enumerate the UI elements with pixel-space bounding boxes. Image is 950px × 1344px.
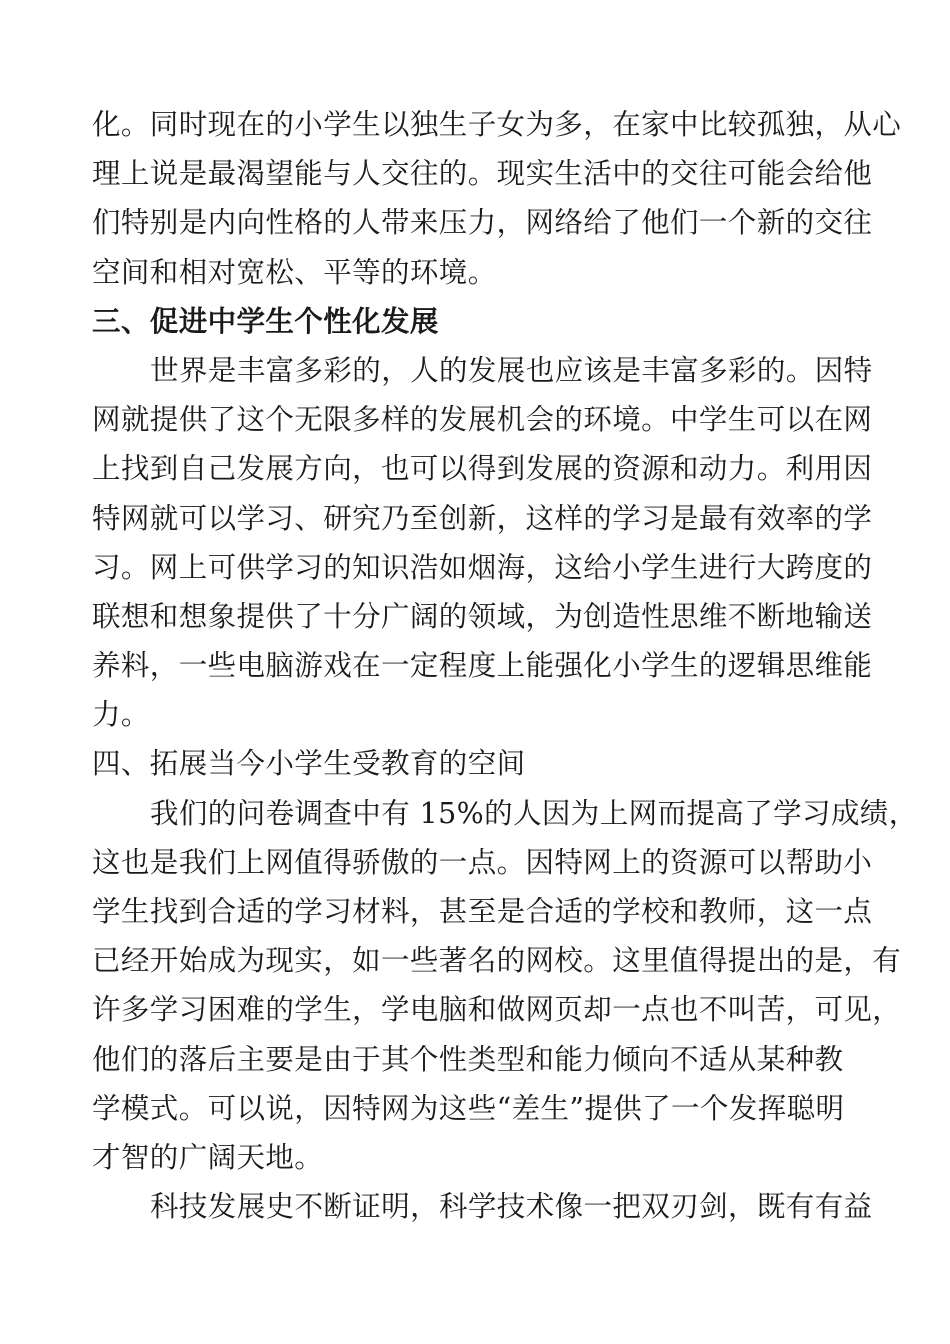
text-line: 理上说是最渴望能与人交往的。现实生活中的交往可能会给他 <box>92 157 873 191</box>
text-line: 才智的广阔天地。 <box>92 1140 324 1174</box>
document-page <box>92 100 918 1231</box>
text-line: 特网就可以学习、研究乃至创新，这样的学习是最有效率的学 <box>92 501 873 535</box>
text-line: 学生找到合适的学习材料，甚至是合适的学校和教师，这一点 <box>92 895 873 928</box>
text-line: 科技发展史不断证明，科学技术像一把双刃剑，既有有益 <box>150 1190 873 1224</box>
text-line: 上找到自己发展方向，也可以得到发展的资源和动力。利用因 <box>92 452 873 486</box>
text-line: 习。网上可供学习的知识浩如烟海，这给小学生进行大跨度的 <box>92 550 873 584</box>
text-line: 们特别是内向性格的人带来压力，网络给了他们一个新的交往 <box>92 206 873 240</box>
text-line: 空间和相对宽松、平等的环境。 <box>92 255 497 289</box>
text-line: 这也是我们上网值得骄傲的一点。因特网上的资源可以帮助小 <box>92 845 873 879</box>
text-line: 学模式。可以说，因特网为这些“差生”提供了一个发挥聪明 <box>92 1091 845 1125</box>
text-line: 许多学习困难的学生，学电脑和做网页却一点也不叫苦，可见， <box>92 993 902 1027</box>
text-line: 联想和想象提供了十分广阔的领域，为创造性思维不断地输送 <box>92 599 873 633</box>
text-line: 我们的问卷调查中有 15%的人因为上网而提高了学习成绩， <box>150 796 918 830</box>
text-line: 他们的落后主要是由于其个性类型和能力倾向不适从某种教 <box>92 1042 844 1076</box>
text-line: 已经开始成为现实，如一些著名的网校。这里值得提出的是，有 <box>92 944 902 978</box>
text-line: 世界是丰富多彩的，人的发展也应该是丰富多彩的。因特 <box>150 353 873 387</box>
text-line: 网就提供了这个无限多样的发展机会的环境。中学生可以在网 <box>92 403 873 437</box>
section-heading-4: 四、拓展当今小学生受教育的空间 <box>92 747 526 781</box>
text-line: 化。同时现在的小学生以独生子女为多，在家中比较孤独，从心 <box>92 108 902 141</box>
text-line: 养料，一些电脑游戏在一定程度上能强化小学生的逻辑思维能 <box>92 649 873 683</box>
text-line: 力。 <box>92 698 150 732</box>
section-heading-3: 三、促进中学生个性化发展 <box>92 303 439 338</box>
